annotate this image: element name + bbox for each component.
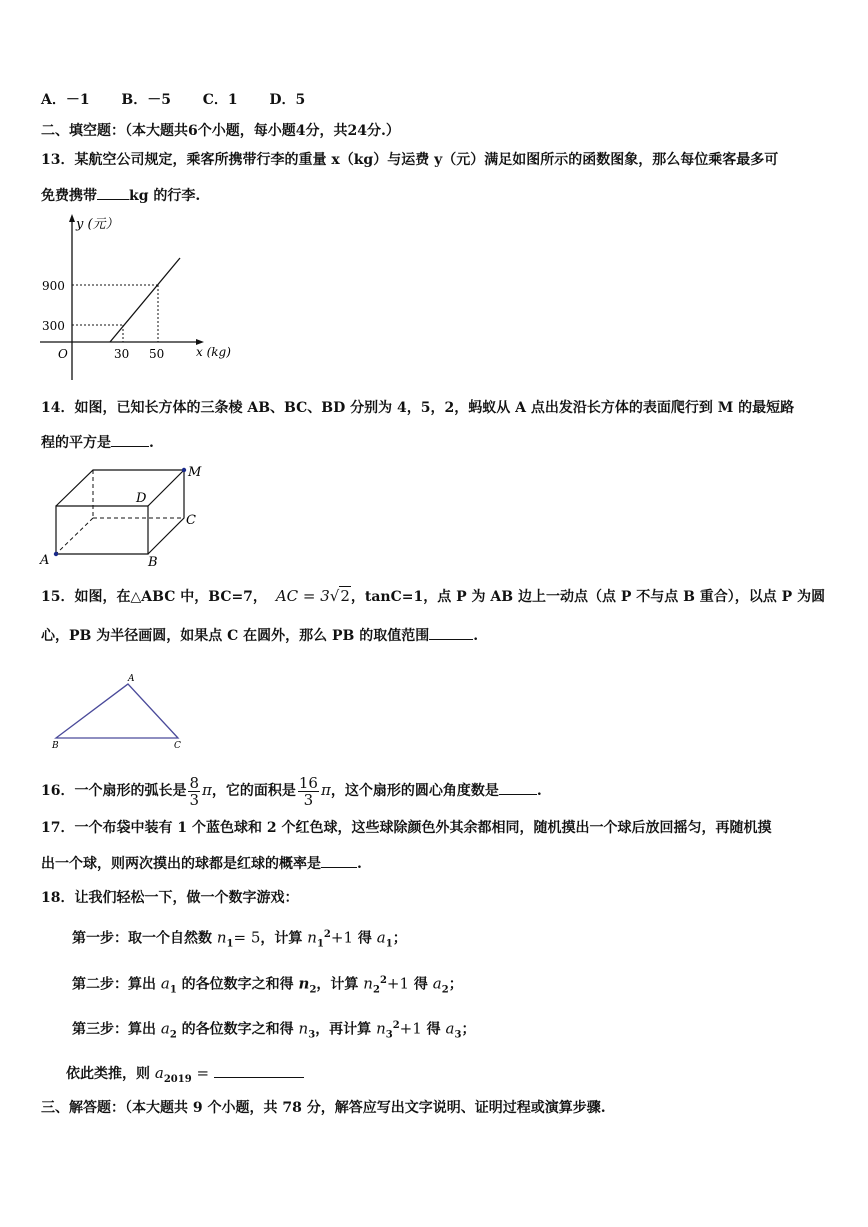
y-axis-label: y (元） [76, 217, 119, 232]
right-face [148, 470, 184, 554]
q18-step3: 第三步：算出 $a_2$ 的各位数字之和得 $n_3$，再计算 $n_3^2+1$ 得 $a_3$； [72, 1019, 476, 1041]
tick-30: 30 [114, 347, 130, 361]
fraction-arc: $\frac{8}{3}$ [189, 773, 200, 809]
label-a: A [128, 674, 135, 684]
label-c: C [174, 741, 181, 751]
label-d: D [136, 491, 147, 506]
top-face [56, 470, 184, 506]
x-axis-label: x (kg) [196, 345, 231, 359]
label-b: B [148, 555, 158, 570]
q14-line1: 14．如图，已知长方体的三条棱 AB、BC、BD 分别为 4，5，2，蚂蚁从 A 点出发沿长方体的表面爬行到 M 的最短路 [41, 400, 795, 416]
answer-blank [499, 780, 537, 795]
answer-blank [321, 853, 357, 868]
ac-expression: AC = 3 [275, 587, 330, 605]
label-c: C [186, 513, 196, 528]
hidden-edge [56, 518, 93, 554]
sqrt-sign: √ [329, 587, 340, 605]
y-axis-arrow [69, 214, 75, 222]
q18-title: 18．让我们轻松一下，做一个数字游戏： [41, 890, 299, 906]
q18-step2: 第二步：算出 $a_1$ 的各位数字之和得 $n_2$，计算 $n_2^2+1$ 得 $a_2$； [72, 974, 463, 996]
q13-graph [38, 212, 238, 384]
tick-300: 300 [42, 319, 65, 333]
option-c: C．1 [202, 92, 238, 108]
option-b: B．－5 [121, 92, 171, 108]
answer-blank [97, 185, 129, 200]
q14-cuboid-figure [38, 462, 208, 570]
function-line [110, 258, 180, 342]
q15-line1: 15．如图，在△ABC 中，BC=7， AC = 3√2，tanC=1，点 P 为 AB 边上一动点（点 P 不与点 B 重合），以点 P 为圆 [41, 587, 826, 605]
section3-header: 三、解答题：（本大题共 9 个小题，共 78 分，解答应写出文字说明、证明过程或演算步骤. [41, 1100, 606, 1116]
front-face [56, 506, 148, 554]
q16-line: 16．一个扇形的弧长是 $\frac{8}{3}$ π，它的面积是 $\frac{16}{3}$ π，这个扇形的圆心角度数是 . [41, 773, 542, 809]
q17-line2: 出一个球，则两次摸出的球都是红球的概率是 . [41, 853, 362, 874]
q15-line2: 心，PB 为半径画圆，如果点 C 在圆外，那么 PB 的取值范围 . [41, 625, 478, 646]
answer-blank [111, 432, 149, 447]
triangle-abc [56, 684, 178, 738]
q17-line1: 17．一个布袋中装有 1 个蓝色球和 2 个红色球，这些球除颜色外其余都相同，随机摸出一个球后放回摇匀，再随机摸 [41, 820, 772, 836]
sqrt-argument: 2 [340, 587, 350, 605]
option-d: D．5 [269, 92, 306, 108]
q18-step1: 第一步：取一个自然数 $n_1= 5$，计算 $n_1^2+1$ 得 $a_1$； [72, 928, 407, 950]
section2-header: 二、填空题：（本大题共6个小题，每小题4分，共24分.） [41, 123, 400, 139]
q15-triangle-figure [46, 672, 196, 752]
q14-line2: 程的平方是 . [41, 432, 154, 453]
origin-label: O [58, 347, 68, 361]
label-a: A [40, 553, 50, 568]
q13-line1: 13．某航空公司规定，乘客所携带行李的重量 x（kg）与运费 y（元）满足如图所示的函数图象，那么每位乘客最多可 [41, 152, 779, 168]
q12-options [41, 90, 305, 110]
label-m: M [188, 465, 202, 480]
point-a [54, 552, 58, 556]
point-m [182, 468, 186, 472]
answer-blank [214, 1063, 304, 1078]
tick-50: 50 [149, 347, 165, 361]
fraction-area: $\frac{16}{3}$ [298, 773, 318, 809]
tick-900: 900 [42, 279, 65, 293]
label-b: B [52, 741, 59, 751]
q13-line2: 免费携带 kg 的行李. [41, 185, 200, 206]
answer-blank [429, 625, 473, 640]
q18-conclusion: 依此类推，则 $a_{2019}$ = [66, 1063, 304, 1090]
option-a: A．－1 [41, 92, 90, 108]
